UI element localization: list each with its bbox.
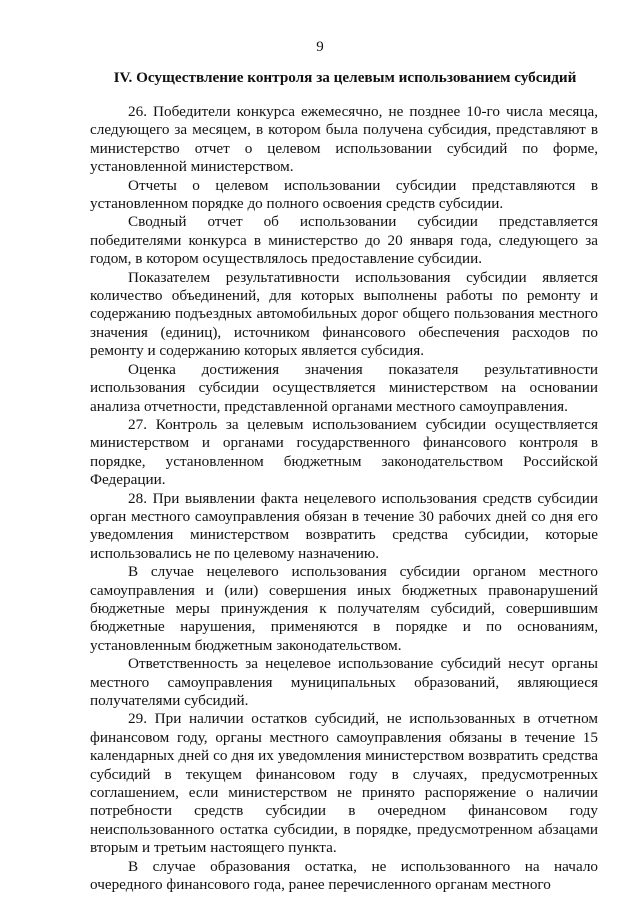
- paragraph-28: 28. При выявлении факта нецелевого использования средств субсидии орган местного самоуправления обязан в течение 30 рабочих дней со дня его уведомления министерством возвратить средства субсидии, которые использовались не по целевому назначению.: [90, 489, 598, 562]
- paragraph-indicator-assessment: Оценка достижения значения показателя результативности использования субсидии осуществляется министерством на основании анализа отчетности, представленной органами местного самоуправления.: [90, 360, 598, 415]
- paragraph-misuse-measures: В случае нецелевого использования субсидии органом местного самоуправления и (или) совершения иных бюджетных правонарушений бюджетные меры принуждения к получателям субсидий, совершившим бюджетные нарушения, применяются в порядке и по основаниям, установленным бюджетным законодательством.: [90, 563, 598, 654]
- paragraph-responsibility: Ответственность за нецелевое использование субсидий несут органы местного самоуправления муниципальных образований, являющиеся получателями субсидий.: [90, 655, 598, 709]
- paragraph-27: 27. Контроль за целевым использованием субсидии осуществляется министерством и органами государственного финансового контроля в порядке, установленном бюджетным законодательством Российской Федерации.: [90, 415, 598, 489]
- page-number: 9: [316, 39, 324, 55]
- section-title: IV. Осуществление контроля за целевым использованием субсидий: [113, 69, 577, 86]
- body-text: [90, 103, 598, 894]
- paragraph-performance-indicator: Показателем результативности использования субсидии является количество объединений, для которых выполнены работы по ремонту и содержанию подъездных автомобильных дорог общего пользования местного значения (единиц), источником финансового обеспечения расходов по ремонту и содержанию которых является субсидия.: [90, 268, 598, 360]
- paragraph-reports: Отчеты о целевом использовании субсидии представляются в установленном порядке до полного освоения средств субсидии.: [90, 176, 598, 213]
- paragraph-remainder: В случае образования остатка, не использованного на начало очередного финансового года, ранее перечисленного органам местного: [90, 857, 598, 894]
- paragraph-29: 29. При наличии остатков субсидий, не использованных в отчетном финансовом году, органы местного самоуправления обязаны в течение 15 календарных дней со дня их уведомления министерством возвратить средства субсидий в текущем финансовом году в случаях, предусмотренных соглашением, если министерством не принято распоряжение о наличии потребности средств субсидии в очередном финансовом году неиспользованного остатка субсидии, в порядке, предусмотренном абзацами вторым и третьим настоящего пункта.: [90, 710, 598, 857]
- paragraph-26: 26. Победители конкурса ежемесячно, не позднее 10-го числа месяца, следующего за месяцем, в котором была получена субсидия, представляют в министерство отчет о целевом использовании субсидий по форме, установленной министерством.: [90, 103, 598, 176]
- paragraph-summary-report: Сводный отчет об использовании субсидии представляется победителями конкурса в министерство до 20 января года, следующего за годом, в котором осуществлялось предоставление субсидии.: [90, 213, 598, 268]
